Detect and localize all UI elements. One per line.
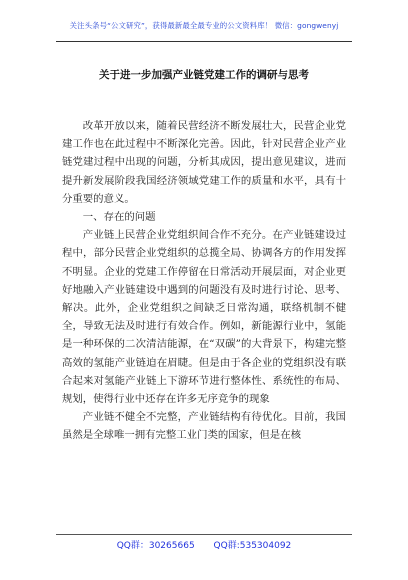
document-body xyxy=(62,117,346,445)
body-paragraph-2: 产业链不健全不完整，产业链结构有待优化。目前，我国虽然是全球唯一拥有完整工业门类的国家，但是在核 xyxy=(62,411,346,442)
intro-paragraph: 改革开放以来，随着民营经济不断发展壮大，民营企业党建工作也在此过程中不断深化完善。因此，针对民营企业产业链党建过程中出现的问题，分析其成因，提出意见建议，进而提升新发展阶段我国经济领域党建工作的质量和水平，具有十分重要的意义。 xyxy=(62,120,346,205)
header-banner: 关注头条号“公文研究”，获得最新最全最专业的公文资料库！ 微信：gongwenyj xyxy=(69,21,339,30)
document-title: 关于进一步加强产业链党建工作的调研与思考 xyxy=(99,69,309,81)
section-heading: 一、存在的问题 xyxy=(82,211,156,224)
footer-contacts xyxy=(0,538,408,551)
header-divider xyxy=(56,41,352,42)
footer-qq-group-1: QQ群：30265665 xyxy=(116,541,195,551)
footer-qq-group-2: QQ群:535304092 xyxy=(213,541,292,551)
body-paragraph-1: 产业链上民营企业党组织间合作不充分。在产业链建设过程中，部分民营企业党组织的总揽全局、协调各方的作用发挥不明显。企业的党建工作停留在日常活动开展层面，对企业更好地融入产业链建设中遇到的问题没有及时进行讨论、思考、解决。此外，企业党组织之间缺乏日常沟通，联络机制不健全，导致无法及时进行有效合作。例如，新能源行业中，氢能是一种环保的二次清洁能源，在“双碳”的大背景下，构建完整高效的氢能产业链迫在眉睫。但是由于各企业的党组织没有联合起来对氢能产业链上下游环节进行整体性、系统性的布局、规划，使得行业中还存在许多无序竞争的现象 xyxy=(62,229,346,406)
footer-divider xyxy=(56,534,352,535)
